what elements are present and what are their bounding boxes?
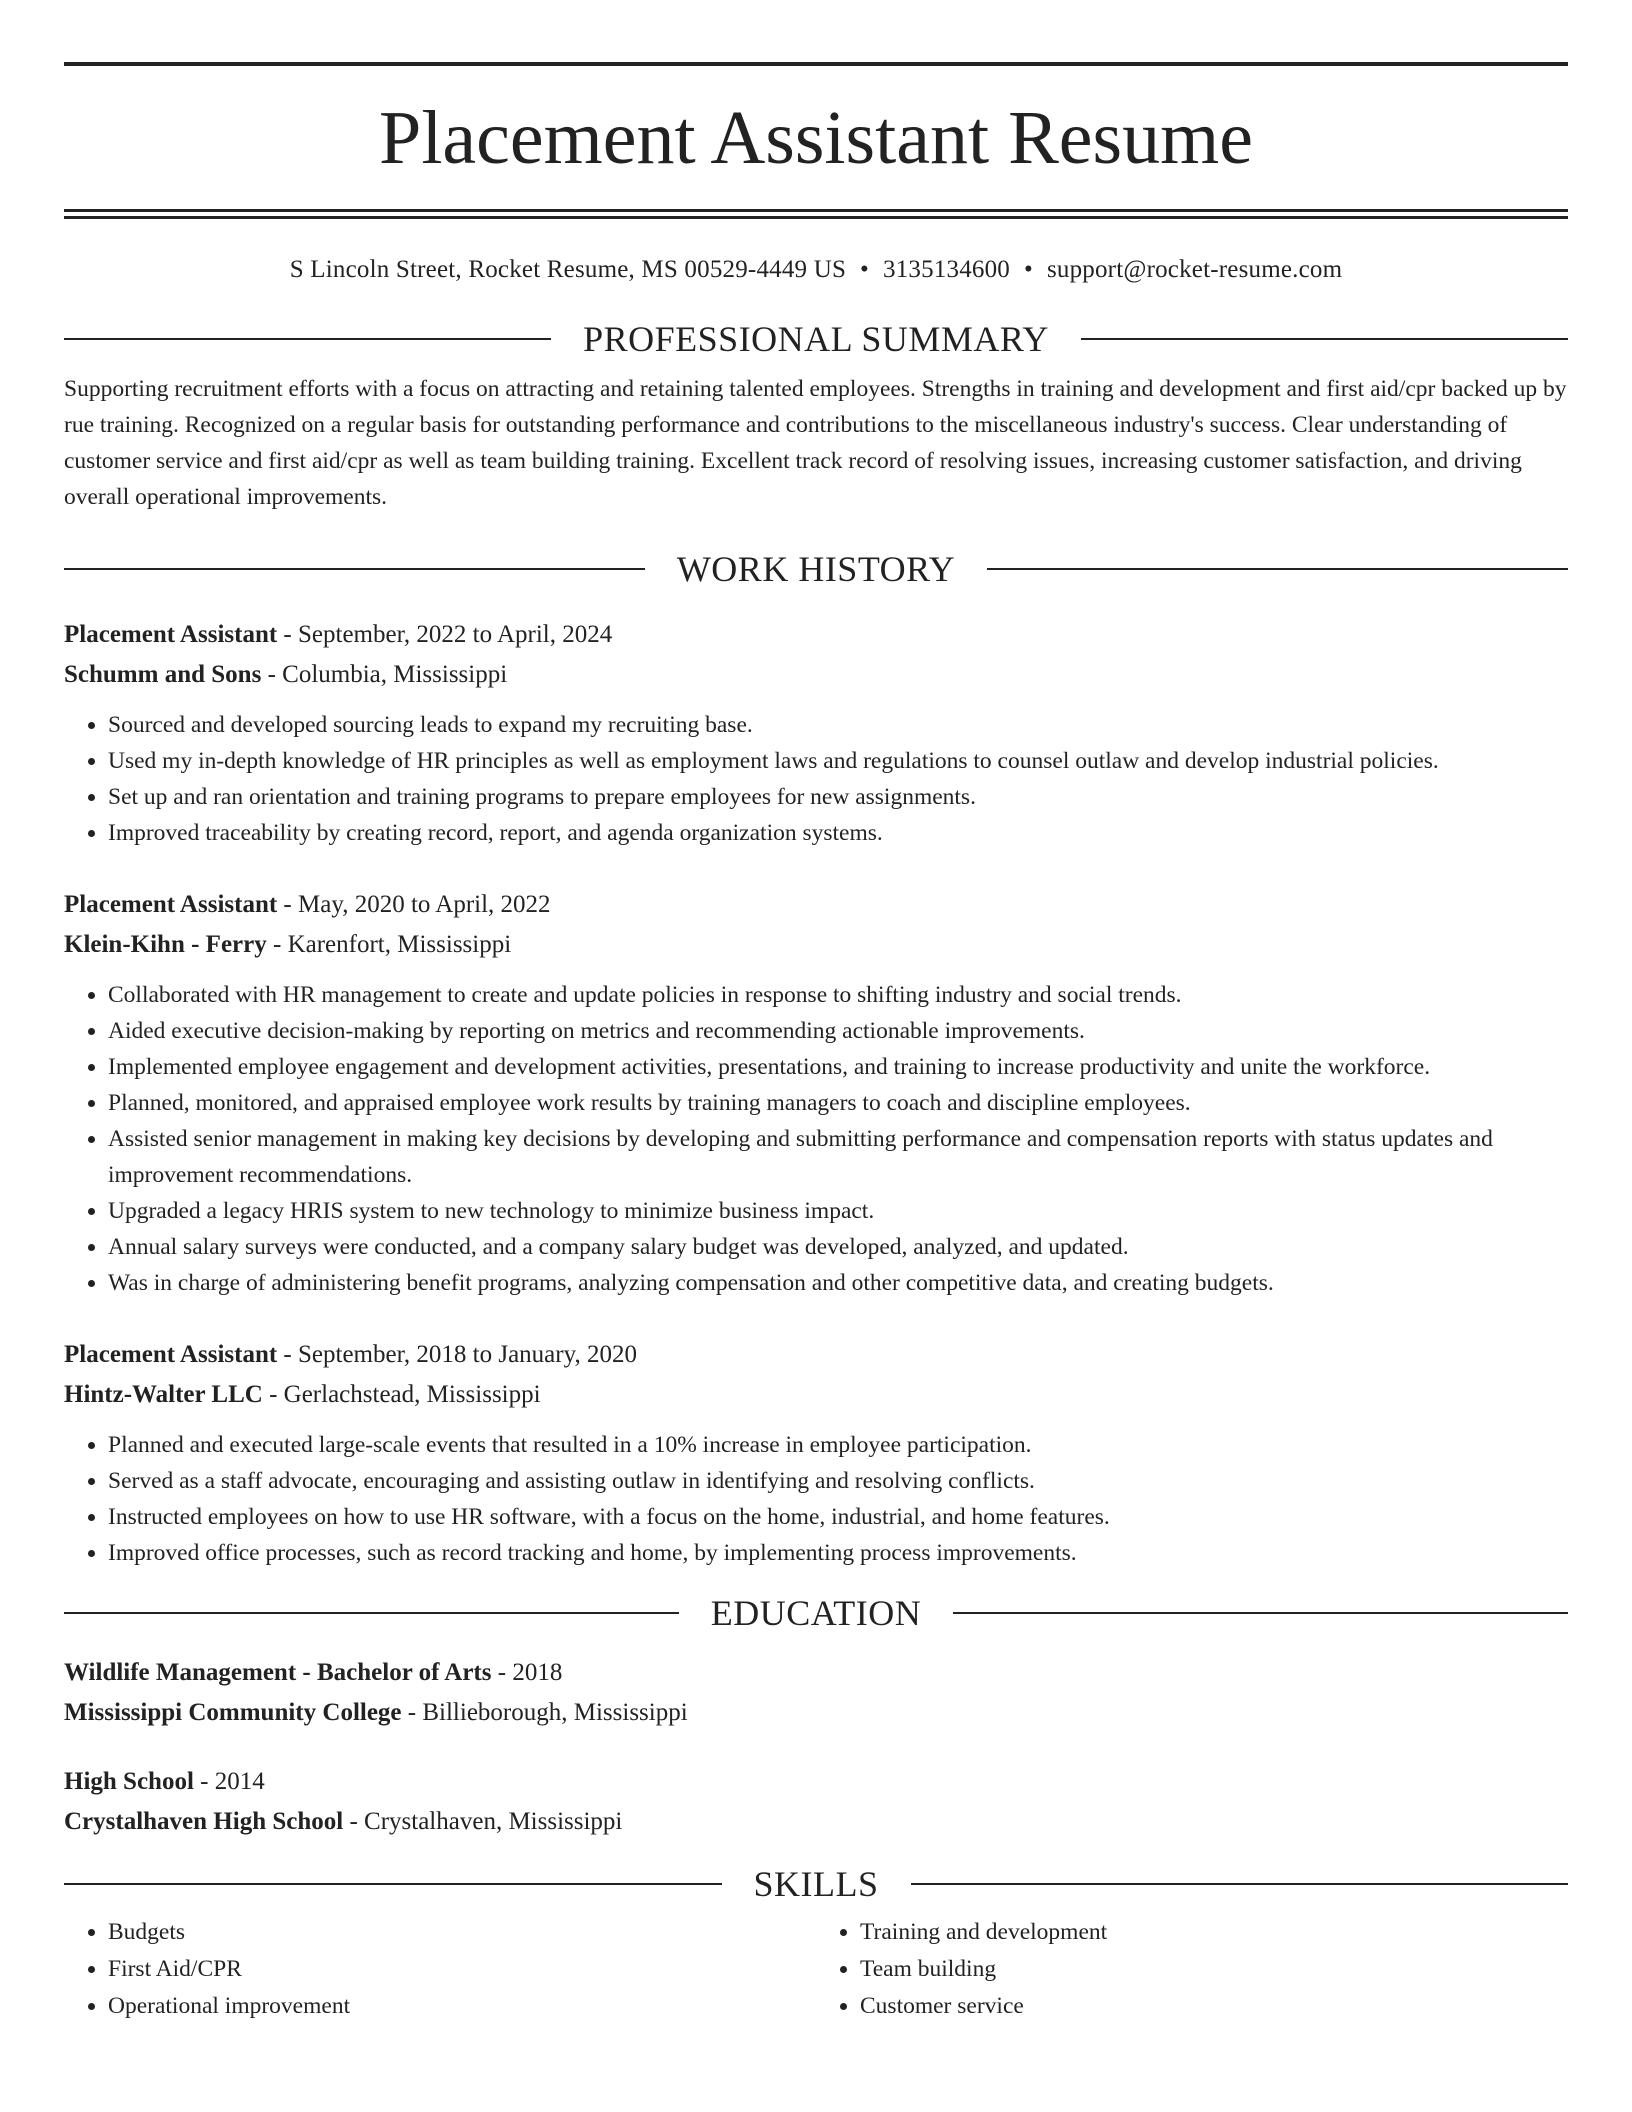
job-title: Placement Assistant (64, 1341, 278, 1368)
section-heading-work-history (64, 549, 1568, 589)
skill-item: • Team building (860, 1951, 1568, 1988)
job-bullet: • Assisted senior management in making key decisions by developing and submitting performance and compensation reports with status updates and improvement recommendations. (108, 1121, 1568, 1193)
job-bullet: • Improved traceability by creating record, report, and agenda organization systems. (108, 815, 1568, 851)
job-bullet: • Used my in-depth knowledge of HR principles as well as employment laws and regulations to counsel outlaw and develop industrial policies. (108, 743, 1568, 779)
job-bullet: • Upgraded a legacy HRIS system to new technology to minimize business impact. (108, 1193, 1568, 1229)
job-bullet: • Set up and ran orientation and training programs to prepare employees for new assignments. (108, 779, 1568, 815)
heading-rule (64, 338, 551, 340)
section-title: EDUCATION (710, 1593, 922, 1633)
heading-rule (1081, 338, 1568, 340)
job-entry (64, 885, 1568, 1301)
job-bullets (64, 1427, 1568, 1571)
job-dates: - September, 2018 to January, 2020 (277, 1341, 637, 1368)
heading-rule (987, 568, 1568, 570)
education-year: - 2014 (193, 1768, 265, 1795)
skills-column-left (64, 1914, 816, 2025)
education-school-line (64, 1693, 1568, 1733)
job-title-line (64, 615, 1568, 655)
heading-rule (64, 568, 645, 570)
job-location: - Karenfort, Mississippi (266, 931, 512, 958)
job-company-line (64, 925, 1568, 965)
job-company: Klein-Kihn - Ferry (64, 931, 267, 958)
job-bullet: • Planned and executed large-scale events that resulted in a 10% increase in employee participation. (108, 1427, 1568, 1463)
contact-line (64, 255, 1568, 285)
job-bullet: • Instructed employees on how to use HR software, with a focus on the home, industrial, and home features. (108, 1499, 1568, 1535)
education-degree-line (64, 1653, 1568, 1693)
education-school: Mississippi Community College (64, 1699, 402, 1726)
job-title: Placement Assistant (64, 891, 278, 918)
education-degree: Wildlife Management - Bachelor of Arts (64, 1659, 492, 1686)
skill-item: • Training and development (860, 1914, 1568, 1951)
heading-rule (64, 1883, 722, 1885)
job-entry (64, 1335, 1568, 1571)
job-bullet: • Served as a staff advocate, encouraging and assisting outlaw in identifying and resolving conflicts. (108, 1463, 1568, 1499)
job-bullet: • Improved office processes, such as record tracking and home, by implementing process improvements. (108, 1535, 1568, 1571)
page-title: Placement Assistant Resume (379, 96, 1253, 180)
section-heading-summary (64, 319, 1568, 359)
job-title: Placement Assistant (64, 621, 278, 648)
contact-separator: • (1024, 256, 1033, 283)
skills-column-right (816, 1914, 1568, 2025)
education-year: - 2018 (491, 1659, 563, 1686)
job-bullet: • Implemented employee engagement and development activities, presentations, and training to increase productivity and unite the workforce. (108, 1049, 1568, 1085)
education-school-line (64, 1802, 1568, 1842)
job-bullet: • Annual salary surveys were conducted, and a company salary budget was developed, analyzed, and updated. (108, 1229, 1568, 1265)
job-bullets (64, 707, 1568, 851)
section-title: WORK HISTORY (676, 549, 956, 589)
job-location: - Gerlachstead, Mississippi (262, 1381, 541, 1408)
contact-email[interactable]: support@rocket-resume.com (1046, 256, 1343, 283)
job-bullet: • Sourced and developed sourcing leads to expand my recruiting base. (108, 707, 1568, 743)
title-double-rule (64, 209, 1568, 219)
heading-rule (64, 1612, 679, 1614)
education-degree-line (64, 1762, 1568, 1802)
contact-phone[interactable]: 3135134600 (883, 256, 1010, 283)
summary-text: Supporting recruitment efforts with a focus on attracting and retaining talented employees. Strengths in training and development and first aid/cpr backed up by rue training. Recognized on a regular basis for outstanding performance and contributions to the miscellaneous industry's success. Clear understanding of customer service and first aid/cpr as well as team building training. Excellent track record of resolving issues, increasing customer satisfaction, and driving overall operational improvements. (64, 376, 1567, 510)
top-rule (64, 62, 1568, 66)
job-bullet: • Aided executive decision-making by reporting on metrics and recommending actionable improvements. (108, 1013, 1568, 1049)
job-location: - Columbia, Mississippi (261, 661, 508, 688)
job-company-line (64, 1375, 1568, 1415)
contact-address: S Lincoln Street, Rocket Resume, MS 00529-4449 US (289, 256, 847, 283)
contact-separator: • (860, 256, 869, 283)
skill-item: • Budgets (108, 1914, 816, 1951)
education-school: Crystalhaven High School (64, 1808, 344, 1835)
education-entry (64, 1762, 1568, 1842)
skills-list (64, 1914, 1568, 2025)
section-title: SKILLS (753, 1864, 879, 1904)
education-degree: High School (64, 1768, 194, 1795)
section-title: PROFESSIONAL SUMMARY (583, 319, 1049, 359)
skill-item: • First Aid/CPR (108, 1951, 816, 1988)
skill-item: • Customer service (860, 1988, 1568, 2025)
heading-rule (911, 1883, 1569, 1885)
job-bullet: • Collaborated with HR management to create and update policies in response to shifting industry and social trends. (108, 977, 1568, 1013)
education-location: - Billieborough, Mississippi (401, 1699, 688, 1726)
job-bullet: • Was in charge of administering benefit programs, analyzing compensation and other competitive data, and creating budgets. (108, 1265, 1568, 1301)
job-company-line (64, 655, 1568, 695)
job-bullet: • Planned, monitored, and appraised employee work results by training managers to coach and discipline employees. (108, 1085, 1568, 1121)
job-title-line (64, 885, 1568, 925)
job-company: Schumm and Sons (64, 661, 262, 688)
education-location: - Crystalhaven, Mississippi (343, 1808, 623, 1835)
education-entry (64, 1653, 1568, 1733)
job-dates: - May, 2020 to April, 2022 (277, 891, 551, 918)
heading-rule (953, 1612, 1568, 1614)
section-heading-skills (64, 1864, 1568, 1904)
job-company: Hintz-Walter LLC (64, 1381, 263, 1408)
job-entry (64, 615, 1568, 851)
job-dates: - September, 2022 to April, 2024 (277, 621, 613, 648)
job-bullets (64, 977, 1568, 1301)
job-title-line (64, 1335, 1568, 1375)
skill-item: • Operational improvement (108, 1988, 816, 2025)
section-heading-education (64, 1593, 1568, 1633)
